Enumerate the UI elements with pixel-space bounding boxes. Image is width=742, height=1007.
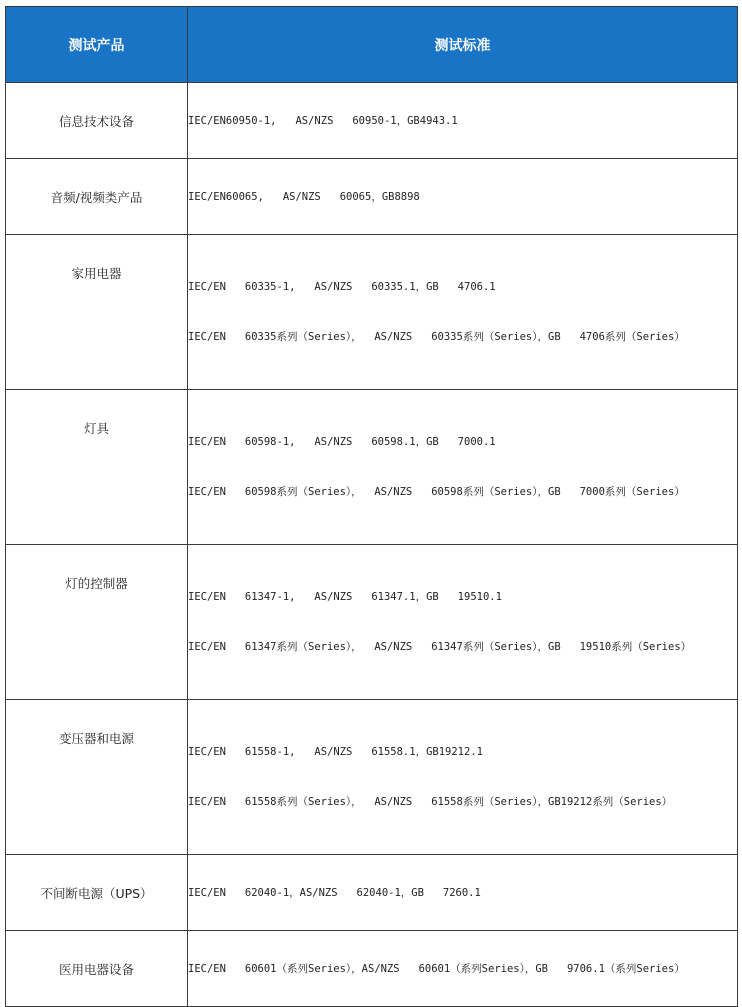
product-cell: 信息技术设备 <box>6 83 188 159</box>
standards-cell <box>188 235 738 390</box>
table-body <box>6 83 738 1007</box>
product-cell: 不间断电源（UPS） <box>6 855 188 931</box>
table-row <box>6 390 738 545</box>
standard-line: IEC/EN60065, AS/NZS 60065，GB8898 <box>188 190 420 203</box>
standard-line: IEC/EN 62040-1，AS/NZS 62040-1，GB 7260.1 <box>188 886 481 899</box>
standards-cell <box>188 83 738 159</box>
product-cell: 灯具 <box>6 390 188 545</box>
standards-cell <box>188 855 738 931</box>
table-row <box>6 855 738 931</box>
standard-line: IEC/EN60950-1, AS/NZS 60950-1，GB4943.1 <box>188 114 458 127</box>
table-row <box>6 159 738 235</box>
product-cell: 灯的控制器 <box>6 545 188 700</box>
standard-line: IEC/EN 60335系列（Series）， AS/NZS 60335系列（Series），GB 4706系列（Series） <box>188 331 685 343</box>
standard-line: IEC/EN 61558-1, AS/NZS 61558.1，GB19212.1 <box>188 746 483 758</box>
standards-cell <box>188 700 738 855</box>
header-standard: 测试标准 <box>188 7 738 83</box>
header-row <box>6 7 738 83</box>
standards-cell <box>188 159 738 235</box>
standard-line: IEC/EN 61347-1, AS/NZS 61347.1，GB 19510.1 <box>188 591 502 603</box>
header-product: 测试产品 <box>6 7 188 83</box>
table-row <box>6 931 738 1007</box>
test-standards-table <box>5 6 738 1007</box>
standards-cell <box>188 931 738 1007</box>
table-row <box>6 700 738 855</box>
product-cell: 家用电器 <box>6 235 188 390</box>
product-cell: 变压器和电源 <box>6 700 188 855</box>
standard-line: IEC/EN 60601（系列Series），AS/NZS 60601（系列Series），GB 9706.1（系列Series） <box>188 962 685 975</box>
standard-line: IEC/EN 60598系列（Series）， AS/NZS 60598系列（Series），GB 7000系列（Series） <box>188 486 685 498</box>
standards-cell <box>188 545 738 700</box>
standard-line: IEC/EN 60598-1, AS/NZS 60598.1，GB 7000.1 <box>188 436 496 448</box>
product-cell: 音频/视频类产品 <box>6 159 188 235</box>
table-row <box>6 545 738 700</box>
standard-line: IEC/EN 60335-1, AS/NZS 60335.1，GB 4706.1 <box>188 281 496 293</box>
table-row <box>6 83 738 159</box>
table-row <box>6 235 738 390</box>
standard-line: IEC/EN 61347系列（Series）， AS/NZS 61347系列（Series），GB 19510系列（Series） <box>188 641 692 653</box>
standard-line: IEC/EN 61558系列（Series）， AS/NZS 61558系列（Series），GB19212系列（Series） <box>188 796 673 808</box>
product-cell: 医用电器设备 <box>6 931 188 1007</box>
standards-cell <box>188 390 738 545</box>
